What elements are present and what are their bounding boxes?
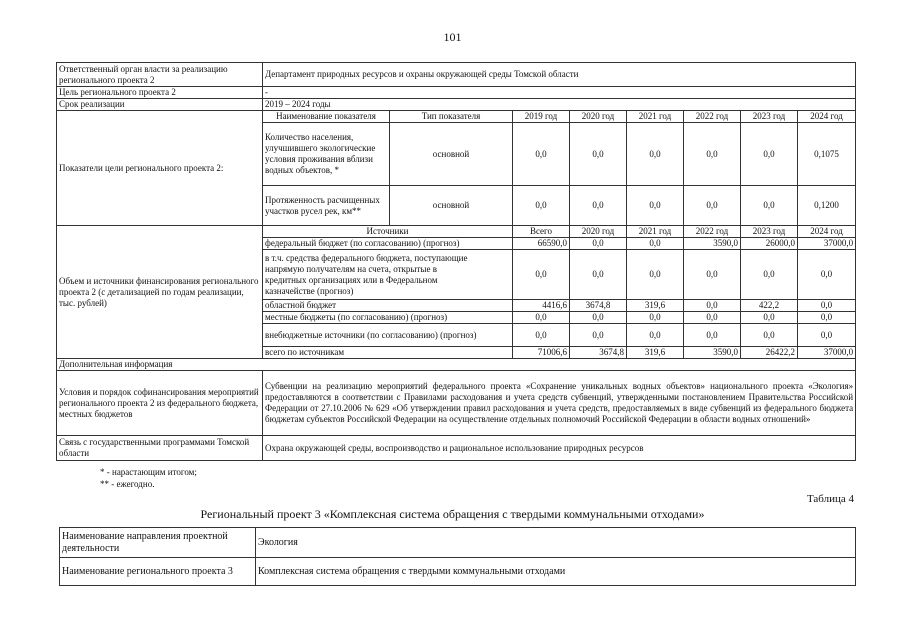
ind-head-year: 2023 год: [741, 111, 798, 123]
additional-info: Дополнительная информация: [57, 359, 856, 371]
fin-value: 3674,8: [570, 300, 627, 312]
fin-value: 0,0: [798, 324, 856, 347]
fin-value: 319,6: [627, 300, 684, 312]
finance-label: Объем и источники финансирования регионального проекта 2 (с детализацией по годам реализации, тыс. рублей): [57, 226, 263, 359]
fin-value: 0,0: [684, 250, 741, 300]
fin-value: 0,0: [798, 300, 856, 312]
ind-value: 0,0: [741, 123, 798, 186]
fin-value: 0,0: [627, 312, 684, 324]
fin-value: 319,6: [627, 347, 684, 359]
ind-head-year: 2021 год: [627, 111, 684, 123]
project-name-value: Комплексная система обращения с твердыми коммунальными отходами: [256, 558, 856, 586]
fin-value: 3590,0: [684, 347, 741, 359]
fin-value: 0,0: [570, 238, 627, 250]
fin-head-sources: Источники: [263, 226, 513, 238]
goal-label: Цель регионального проекта 2: [57, 87, 263, 99]
fin-value: 0,0: [513, 250, 570, 300]
fin-head-year: 2023 год: [741, 226, 798, 238]
ind-value: 0,1200: [798, 186, 856, 226]
ind-value: 0,0: [513, 186, 570, 226]
fin-value: 0,0: [684, 312, 741, 324]
resp-value: Департамент природных ресурсов и охраны окружающей среды Томской области: [263, 63, 856, 87]
note-annual: ** - ежегодно.: [100, 479, 155, 489]
ind-value: 0,0: [627, 186, 684, 226]
link-label: Связь с государственными программами Томской области: [57, 436, 263, 461]
ind-head-name: Наименование показателя: [263, 111, 390, 123]
fin-value: 0,0: [627, 238, 684, 250]
term-value: 2019 – 2024 годы: [263, 99, 856, 111]
ind-value: 0,0: [684, 123, 741, 186]
fin-value: 0,0: [798, 312, 856, 324]
fin-value: 3674,8: [570, 347, 627, 359]
ind-value: 0,0: [627, 123, 684, 186]
fin-value: 0,0: [627, 250, 684, 300]
ind-value: 0,0: [513, 123, 570, 186]
fin-value: 0,0: [513, 312, 570, 324]
page-number: 101: [443, 30, 462, 44]
resp-label: Ответственный орган власти за реализацию регионального проекта 2: [57, 63, 263, 87]
fin-source: областной бюджет: [263, 300, 513, 312]
ind-head-year: 2022 год: [684, 111, 741, 123]
fin-head-year: 2020 год: [570, 226, 627, 238]
fin-value: 0,0: [513, 324, 570, 347]
table-4-label: Таблица 4: [806, 493, 854, 505]
indicators-label: Показатели цели регионального проекта 2:: [57, 111, 263, 226]
ind-head-year: 2024 год: [798, 111, 856, 123]
fin-source: всего по источникам: [263, 347, 513, 359]
ind-head-year: 2020 год: [570, 111, 627, 123]
ind-value: 0,0: [684, 186, 741, 226]
fin-value: 0,0: [741, 250, 798, 300]
fin-head-year: 2022 год: [684, 226, 741, 238]
fin-value: 0,0: [570, 250, 627, 300]
fin-value: 26422,2: [741, 347, 798, 359]
fin-value: 3590,0: [684, 238, 741, 250]
ind-type: основной: [390, 186, 513, 226]
fin-value: 37000,0: [798, 347, 856, 359]
ind-value: 0,0: [741, 186, 798, 226]
fin-source: местные бюджеты (по согласованию) (прогноз): [263, 312, 513, 324]
fin-source: федеральный бюджет (по согласованию) (прогноз): [263, 238, 513, 250]
fin-value: 0,0: [684, 324, 741, 347]
regional-project-3-table: [59, 527, 856, 586]
goal-value: -: [263, 87, 856, 99]
regional-project-2-table: [56, 62, 856, 461]
ind-value: 0,0: [570, 186, 627, 226]
fin-value: 71006,6: [513, 347, 570, 359]
ind-value: 0,0: [570, 123, 627, 186]
ind-name: Протяженность расчищенных участков русел рек, км**: [263, 186, 390, 226]
fin-head-year: 2021 год: [627, 226, 684, 238]
project-name-label: Наименование регионального проекта 3: [60, 558, 256, 586]
project-3-title: Региональный проект 3 «Комплексная система обращения с твердыми коммунальными отходами»: [200, 507, 705, 521]
cofin-value: Субвенции на реализацию мероприятий федерального проекта «Сохранение уникальных водных объектов» национального проекта «Экология» предоставляются в соответствии с Правилами расходования и учета средств субвенций, утвержденными постановлением Правительства Российской Федерации от 27.10.2006 № 629 «Об утверждении правил расходования и учета средств, предоставляемых в виде субвенций из федерального бюджета бюджетам субъектов Российской Федерации на осуществление отдельных полномочий Российской Федерации в области водных отношений»: [263, 371, 856, 436]
link-value: Охрана окружающей среды, воспроизводство и рациональное использование природных ресурсов: [263, 436, 856, 461]
fin-value: 0,0: [741, 324, 798, 347]
fin-head-year: 2024 год: [798, 226, 856, 238]
direction-label: Наименование направления проектной деятельности: [60, 528, 256, 558]
fin-value: 0,0: [741, 312, 798, 324]
fin-value: 0,0: [798, 250, 856, 300]
fin-value: 422,2: [741, 300, 798, 312]
fin-value: 37000,0: [798, 238, 856, 250]
cofin-label: Условия и порядок софинансирования мероприятий регионального проекта 2 из федерального бюджета, местных бюджетов: [57, 371, 263, 436]
direction-value: Экология: [256, 528, 856, 558]
ind-name: Количество населения, улучшившего экологические условия проживания вблизи водных объектов, *: [263, 123, 390, 186]
fin-value: 0,0: [570, 324, 627, 347]
ind-value: 0,1075: [798, 123, 856, 186]
note-cumulative: * - нарастающим итогом;: [100, 467, 197, 477]
fin-value: 26000,0: [741, 238, 798, 250]
ind-head-type: Тип показателя: [390, 111, 513, 123]
fin-value: 66590,0: [513, 238, 570, 250]
fin-value: 0,0: [684, 300, 741, 312]
fin-value: 0,0: [570, 312, 627, 324]
fin-source: внебюджетные источники (по согласованию) (прогноз): [263, 324, 513, 347]
term-label: Срок реализации: [57, 99, 263, 111]
fin-value: 0,0: [627, 324, 684, 347]
fin-head-total: Всего: [513, 226, 570, 238]
fin-source-text: в т.ч. средства федерального бюджета, поступающие напрямую получателям на счета, открытые в кредитных организациях или в Федеральном казначействе (прогноз): [265, 252, 468, 296]
ind-head-year: 2019 год: [513, 111, 570, 123]
ind-type: основной: [390, 123, 513, 186]
fin-value: 4416,6: [513, 300, 570, 312]
fin-source: [263, 250, 513, 300]
